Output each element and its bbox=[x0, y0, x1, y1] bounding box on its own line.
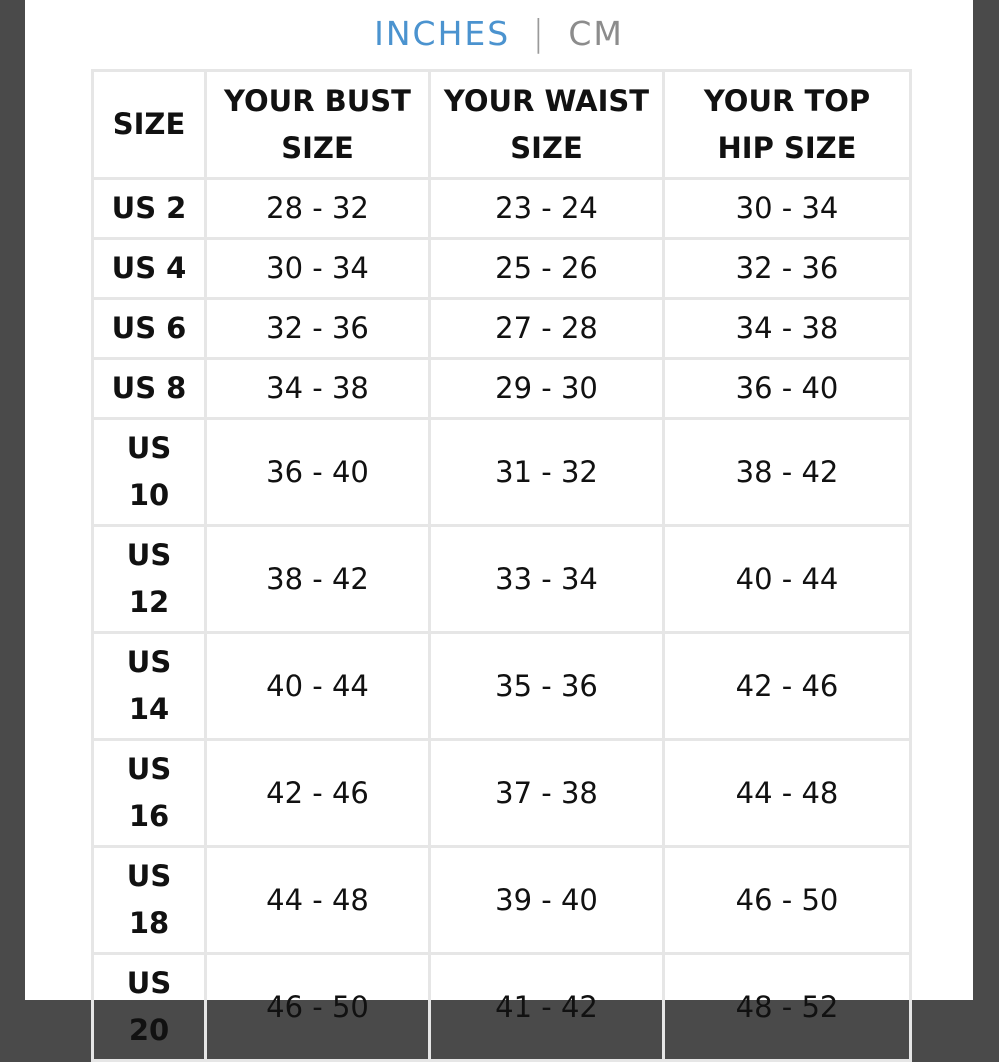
unit-toggle bbox=[25, 10, 973, 56]
size-label: US 8 bbox=[111, 371, 187, 405]
bust-cell: 44 - 48 bbox=[206, 847, 430, 954]
size-label-line2: 20 bbox=[128, 1013, 170, 1047]
size-cell bbox=[93, 419, 206, 526]
hip-cell: 38 - 42 bbox=[664, 419, 911, 526]
waist-cell: 35 - 36 bbox=[430, 633, 664, 740]
header-waist-line2: SIZE bbox=[510, 130, 583, 165]
table-row bbox=[93, 419, 911, 526]
size-cell bbox=[93, 179, 206, 239]
size-cell bbox=[93, 847, 206, 954]
hip-cell: 36 - 40 bbox=[664, 359, 911, 419]
bust-cell: 46 - 50 bbox=[206, 954, 430, 1061]
inches-tab[interactable]: INCHES bbox=[374, 13, 511, 53]
waist-cell: 25 - 26 bbox=[430, 239, 664, 299]
size-chart-panel bbox=[25, 0, 973, 1047]
size-label-line2: 18 bbox=[128, 906, 170, 940]
bust-cell: 38 - 42 bbox=[206, 526, 430, 633]
bust-cell: 42 - 46 bbox=[206, 740, 430, 847]
size-label-line2: 12 bbox=[128, 585, 170, 619]
size-label-line2: 16 bbox=[128, 799, 170, 833]
size-cell bbox=[93, 299, 206, 359]
size-label: US 4 bbox=[111, 251, 187, 285]
table-row bbox=[93, 179, 911, 239]
hip-cell: 48 - 52 bbox=[664, 954, 911, 1061]
hip-cell: 30 - 34 bbox=[664, 179, 911, 239]
table-row bbox=[93, 954, 911, 1061]
header-hip-line1: YOUR TOP bbox=[703, 83, 871, 118]
size-label-line2: 14 bbox=[128, 692, 170, 726]
bust-cell: 34 - 38 bbox=[206, 359, 430, 419]
size-cell bbox=[93, 954, 206, 1061]
waist-cell: 37 - 38 bbox=[430, 740, 664, 847]
table-row bbox=[93, 633, 911, 740]
bust-cell: 28 - 32 bbox=[206, 179, 430, 239]
size-cell bbox=[93, 359, 206, 419]
header-bust-line2: SIZE bbox=[281, 130, 354, 165]
header-size bbox=[93, 71, 206, 179]
table-header-row bbox=[93, 71, 911, 179]
table-row bbox=[93, 847, 911, 954]
table-row bbox=[93, 526, 911, 633]
bust-cell: 40 - 44 bbox=[206, 633, 430, 740]
cm-tab[interactable]: CM bbox=[568, 13, 624, 53]
hip-cell: 34 - 38 bbox=[664, 299, 911, 359]
size-label-line1: US bbox=[126, 431, 172, 465]
size-cell bbox=[93, 740, 206, 847]
size-label-line1: US bbox=[126, 859, 172, 893]
size-label: US 6 bbox=[111, 311, 187, 345]
hip-cell: 40 - 44 bbox=[664, 526, 911, 633]
waist-cell: 33 - 34 bbox=[430, 526, 664, 633]
unit-separator: | bbox=[532, 12, 547, 54]
table-row bbox=[93, 740, 911, 847]
waist-cell: 29 - 30 bbox=[430, 359, 664, 419]
hip-cell: 46 - 50 bbox=[664, 847, 911, 954]
header-waist bbox=[430, 71, 664, 179]
size-label-line1: US bbox=[126, 966, 172, 1000]
header-hip bbox=[664, 71, 911, 179]
size-label-line2: 10 bbox=[128, 478, 170, 512]
bust-cell: 36 - 40 bbox=[206, 419, 430, 526]
table-row bbox=[93, 239, 911, 299]
waist-cell: 41 - 42 bbox=[430, 954, 664, 1061]
size-label-line1: US bbox=[126, 752, 172, 786]
size-chart-table bbox=[91, 69, 912, 1062]
header-hip-line2: HIP SIZE bbox=[717, 130, 857, 165]
header-waist-line1: YOUR WAIST bbox=[443, 83, 650, 118]
waist-cell: 39 - 40 bbox=[430, 847, 664, 954]
header-bust-line1: YOUR BUST bbox=[224, 83, 411, 118]
bust-cell: 30 - 34 bbox=[206, 239, 430, 299]
size-label: US 2 bbox=[111, 191, 187, 225]
bust-cell: 32 - 36 bbox=[206, 299, 430, 359]
size-label-line1: US bbox=[126, 538, 172, 572]
size-cell bbox=[93, 526, 206, 633]
hip-cell: 32 - 36 bbox=[664, 239, 911, 299]
hip-cell: 42 - 46 bbox=[664, 633, 911, 740]
header-bust bbox=[206, 71, 430, 179]
size-cell bbox=[93, 239, 206, 299]
size-cell bbox=[93, 633, 206, 740]
header-size-label: SIZE bbox=[112, 107, 186, 141]
waist-cell: 23 - 24 bbox=[430, 179, 664, 239]
size-label-line1: US bbox=[126, 645, 172, 679]
hip-cell: 44 - 48 bbox=[664, 740, 911, 847]
waist-cell: 31 - 32 bbox=[430, 419, 664, 526]
table-row bbox=[93, 299, 911, 359]
waist-cell: 27 - 28 bbox=[430, 299, 664, 359]
table-row bbox=[93, 359, 911, 419]
